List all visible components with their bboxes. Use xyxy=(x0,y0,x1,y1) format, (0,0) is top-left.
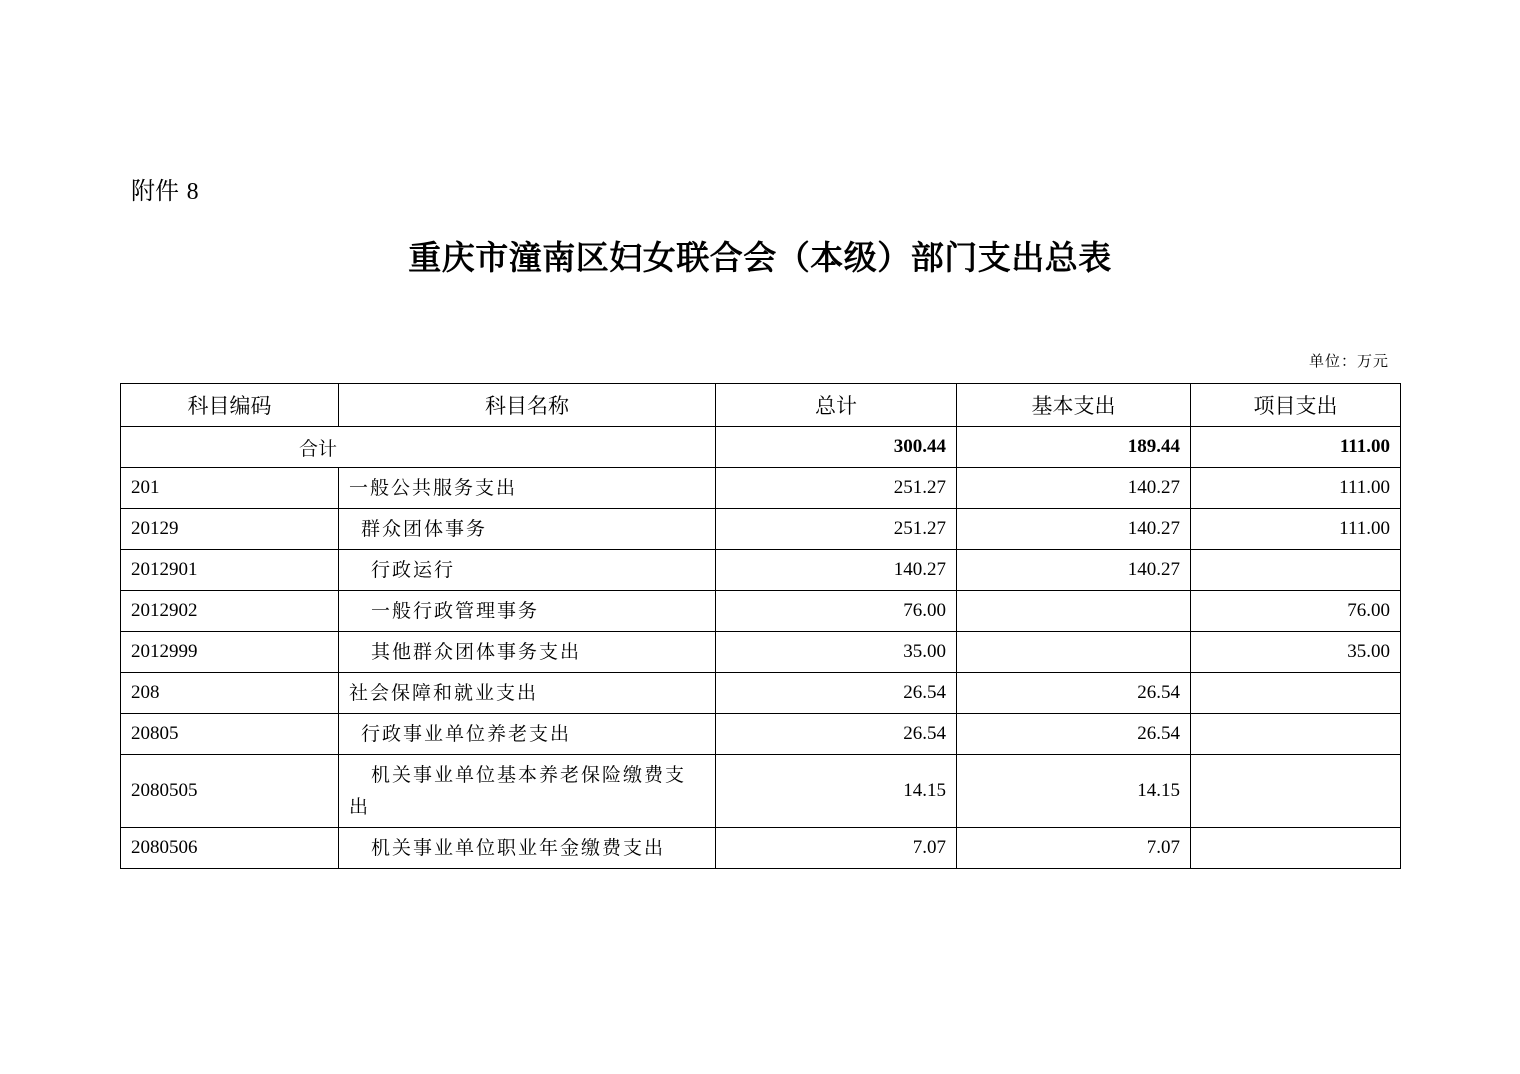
row-total: 14.15 xyxy=(716,755,957,828)
page-title: 重庆市潼南区妇女联合会（本级）部门支出总表 xyxy=(408,238,1112,277)
total-total: 300.44 xyxy=(716,427,957,468)
header-project: 项目支出 xyxy=(1191,384,1401,427)
row-name: 机关事业单位职业年金缴费支出 xyxy=(339,828,716,869)
row-name: 一般行政管理事务 xyxy=(339,591,716,632)
unit-label: 单位：万元 xyxy=(1308,352,1389,370)
row-code: 208 xyxy=(121,673,339,714)
row-name: 其他群众团体事务支出 xyxy=(339,632,716,673)
header-basic: 基本支出 xyxy=(957,384,1191,427)
attachment-prefix: 附件 xyxy=(131,177,179,205)
expenditure-table xyxy=(120,383,1401,869)
row-total: 251.27 xyxy=(716,468,957,509)
header-total: 总计 xyxy=(716,384,957,427)
row-name: 群众团体事务 xyxy=(339,509,716,550)
table-header-row xyxy=(121,384,1401,427)
row-total: 140.27 xyxy=(716,550,957,591)
row-name: 行政运行 xyxy=(339,550,716,591)
row-basic: 140.27 xyxy=(957,550,1191,591)
row-code: 20129 xyxy=(121,509,339,550)
row-name: 机关事业单位基本养老保险缴费支出 xyxy=(339,755,716,828)
table-row xyxy=(121,468,1401,509)
row-basic: 7.07 xyxy=(957,828,1191,869)
row-code: 2080506 xyxy=(121,828,339,869)
row-code: 2012901 xyxy=(121,550,339,591)
row-name: 社会保障和就业支出 xyxy=(339,673,716,714)
row-project: 35.00 xyxy=(1191,632,1401,673)
total-label: 合计 xyxy=(121,427,716,468)
row-total: 35.00 xyxy=(716,632,957,673)
table-row xyxy=(121,828,1401,869)
total-row xyxy=(121,427,1401,468)
row-basic: 14.15 xyxy=(957,755,1191,828)
row-name: 行政事业单位养老支出 xyxy=(339,714,716,755)
table-row xyxy=(121,755,1401,828)
row-project xyxy=(1191,755,1401,828)
row-total: 7.07 xyxy=(716,828,957,869)
header-code: 科目编码 xyxy=(121,384,339,427)
row-name: 一般公共服务支出 xyxy=(339,468,716,509)
row-code: 2012999 xyxy=(121,632,339,673)
table-row xyxy=(121,632,1401,673)
row-basic xyxy=(957,591,1191,632)
row-code: 2012902 xyxy=(121,591,339,632)
row-code: 201 xyxy=(121,468,339,509)
row-total: 26.54 xyxy=(716,673,957,714)
row-project xyxy=(1191,550,1401,591)
table-row xyxy=(121,591,1401,632)
total-project: 111.00 xyxy=(1191,427,1401,468)
row-basic xyxy=(957,632,1191,673)
row-code: 20805 xyxy=(121,714,339,755)
table-row xyxy=(121,550,1401,591)
row-total: 76.00 xyxy=(716,591,957,632)
row-project xyxy=(1191,714,1401,755)
row-project: 76.00 xyxy=(1191,591,1401,632)
row-basic: 140.27 xyxy=(957,468,1191,509)
row-basic: 140.27 xyxy=(957,509,1191,550)
row-total: 251.27 xyxy=(716,509,957,550)
header-name: 科目名称 xyxy=(339,384,716,427)
row-project xyxy=(1191,673,1401,714)
row-basic: 26.54 xyxy=(957,673,1191,714)
row-code: 2080505 xyxy=(121,755,339,828)
table-row xyxy=(121,509,1401,550)
row-project xyxy=(1191,828,1401,869)
attachment-label xyxy=(131,174,199,209)
table-row xyxy=(121,673,1401,714)
row-project: 111.00 xyxy=(1191,468,1401,509)
row-total: 26.54 xyxy=(716,714,957,755)
attachment-number: 8 xyxy=(186,179,199,205)
row-basic: 26.54 xyxy=(957,714,1191,755)
table-row xyxy=(121,714,1401,755)
row-project: 111.00 xyxy=(1191,509,1401,550)
total-basic: 189.44 xyxy=(957,427,1191,468)
